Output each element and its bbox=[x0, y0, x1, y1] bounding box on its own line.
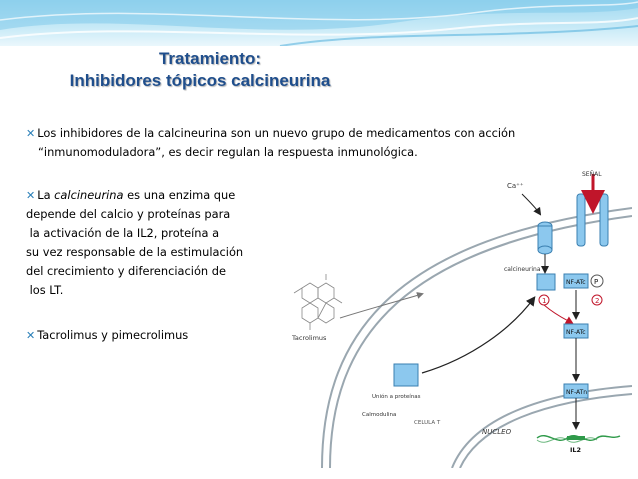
x-bullet-icon: ✕ bbox=[26, 127, 36, 140]
header-decoration bbox=[0, 0, 638, 46]
il2-gene-segment bbox=[567, 436, 585, 440]
nucleus-membrane-outer bbox=[452, 386, 632, 468]
p-label: P bbox=[594, 278, 599, 286]
bullet-3 bbox=[26, 326, 296, 345]
step-1-label: 1 bbox=[542, 297, 547, 305]
slide-title bbox=[0, 48, 400, 92]
tacrolimus-molecule bbox=[294, 274, 342, 330]
header-band bbox=[0, 0, 638, 46]
ca-label: Ca⁺⁺ bbox=[507, 182, 524, 190]
bullet-2-emphasis: calcineurina bbox=[54, 188, 124, 202]
receptor-right bbox=[600, 194, 608, 246]
nucleo-label: NUCLEO bbox=[482, 428, 512, 436]
bullet-1-line-2: “inmunomoduladora”, es decir regulan la respuesta inmunológica. bbox=[38, 145, 418, 159]
bullet-2-post: es una enzima que bbox=[123, 188, 236, 202]
bullet-3-text: Tacrolimus y pimecrolimus bbox=[37, 328, 189, 342]
bullet-2-line-6: los LT. bbox=[26, 283, 64, 297]
calcineurina-label: calcineurina bbox=[504, 266, 541, 273]
protein-binding-box bbox=[394, 364, 418, 386]
calmodulina-label: Calmodulina bbox=[362, 412, 397, 418]
union-label: Unión a proteínas bbox=[372, 394, 421, 400]
bullet-2 bbox=[26, 186, 296, 300]
nfatc-label-1: NF-ATc bbox=[566, 279, 586, 286]
step-2-label: 2 bbox=[595, 297, 600, 305]
title-line-2: Inhibidores tópicos calcineurina bbox=[69, 71, 331, 90]
celula-t-label: CELULA T bbox=[414, 420, 441, 426]
nfatc-label-2: NF-ATc bbox=[566, 329, 586, 336]
nfatn-label: NF-ATn bbox=[566, 389, 588, 396]
receptor-left bbox=[577, 194, 585, 246]
il2-label: IL2 bbox=[570, 446, 582, 454]
bullet-2-line-2: depende del calcio y proteínas para bbox=[26, 207, 231, 221]
title-line-1: Tratamiento: bbox=[158, 49, 262, 68]
calcineurin-box bbox=[537, 274, 555, 290]
tacrolimus-label: Tacrolimus bbox=[292, 334, 327, 342]
bullet-2-pre: La bbox=[37, 188, 55, 202]
bullet-1 bbox=[26, 124, 626, 162]
bullet-2-line-4: su vez responsable de la estimulación bbox=[26, 245, 244, 259]
bullet-2-line-3: la activación de la IL2, proteína a bbox=[26, 226, 220, 240]
x-bullet-icon: ✕ bbox=[26, 329, 36, 342]
bullet-2-line-5: del crecimiento y diferenciación de bbox=[26, 264, 227, 278]
calcineurin-pathway-figure bbox=[282, 168, 632, 468]
senal-label: SEÑAL bbox=[582, 171, 602, 178]
bullet-1-line-1: Los inhibidores de la calcineurina son un nuevo grupo de medicamentos con acción bbox=[37, 126, 516, 140]
x-bullet-icon: ✕ bbox=[26, 189, 36, 202]
